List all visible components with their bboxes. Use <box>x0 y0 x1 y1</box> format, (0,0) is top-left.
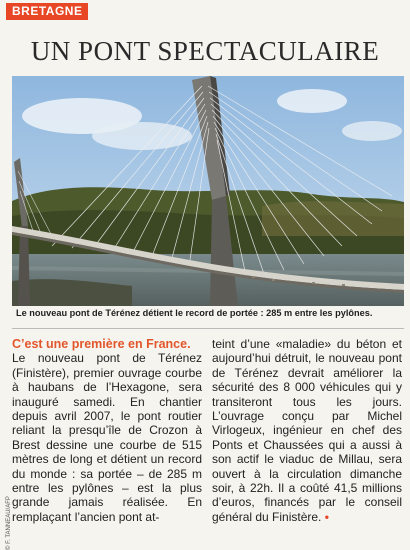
article-text-right: teint d’une «maladie» du béton et aujourd’hui détruit, le nouveau pont de Térénez devrait améliorer la sécurité des 8 000 véhicules qui y transiteront tous les jours. L’ouvrage conçu par Michel Virlogeux, ingénieur en chef des Ponts et Chaussées qui a aussi à son actif le viaduc de Millau, sera ouvert à la circulation dimanche soir, à 22h. Il a coûté 41,5 millions d’euros, financés par le conseil général du Finistère. <box>212 337 402 524</box>
section-tag: BRETAGNE <box>6 3 88 20</box>
headline: UN PONT SPECTACULAIRE <box>30 36 380 66</box>
photo-credit: © F. TANNEAU/AFP <box>6 496 12 550</box>
article-lead: C’est une première en France. <box>12 337 191 351</box>
photo-caption: Le nouveau pont de Térénez détient le record de portée : 285 m entre les pylônes. <box>16 308 373 318</box>
article-column-right <box>212 337 402 524</box>
bridge-photo <box>12 76 404 306</box>
article-text-left: Le nouveau pont de Térénez (Finistère), premier ouvrage courbe à haubans de l’Hexagone, sera inauguré samedi. En chantier depuis avril 2007, le pont routier reliant la presqu’île de Crozon à Brest dessine une courbe de 515 mètres de long et détient un record du monde : sa portée – de 285 m entre les pylônes – est la plus grande jamais réalisée. En remplaçant l’ancien pont at- <box>12 351 202 524</box>
article-column-left <box>12 337 202 524</box>
end-mark: • <box>324 509 329 524</box>
divider <box>12 328 404 329</box>
